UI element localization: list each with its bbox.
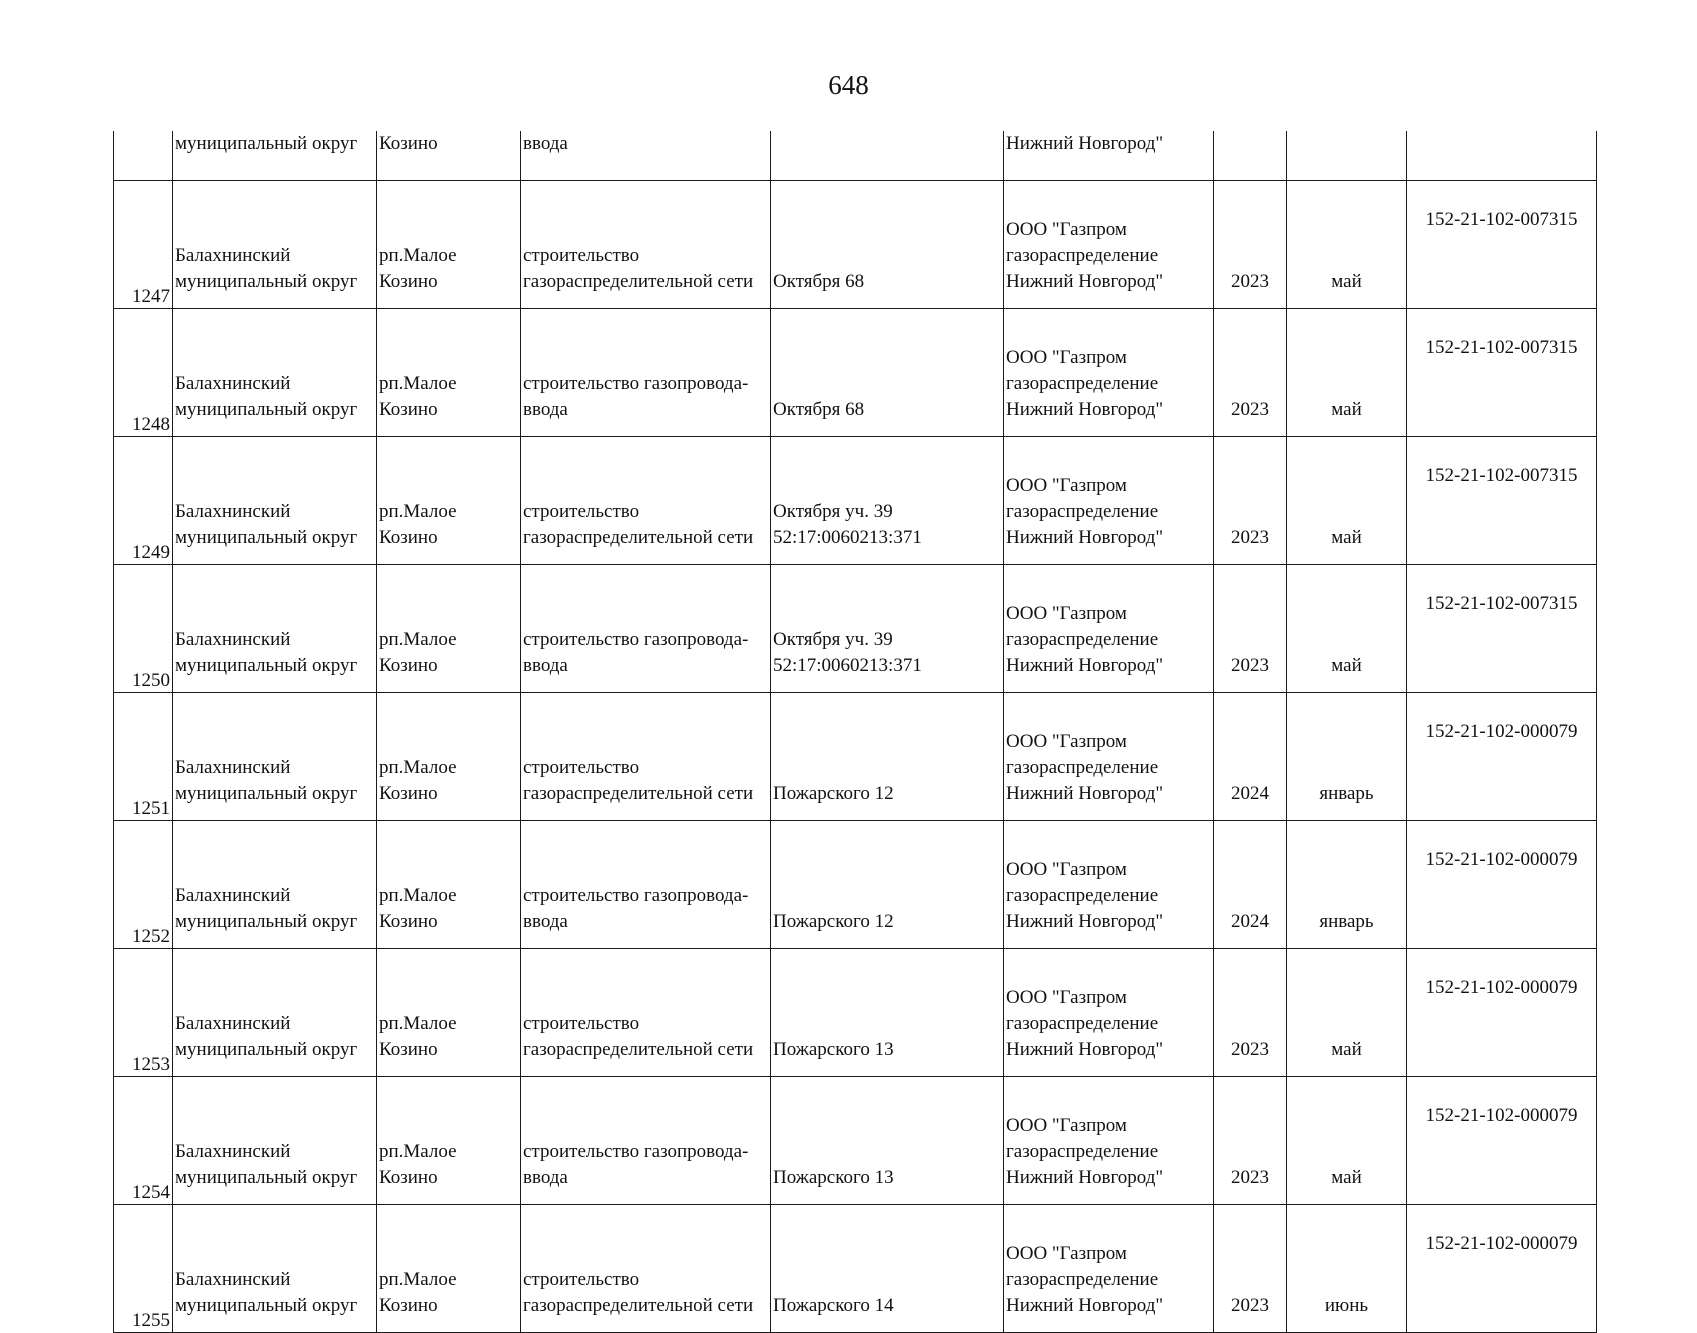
table-row xyxy=(114,309,1597,437)
cell-month xyxy=(1287,131,1407,181)
cell-month: май xyxy=(1287,565,1407,693)
cell-year xyxy=(1214,131,1287,181)
table-row xyxy=(114,1077,1597,1205)
table-row xyxy=(114,949,1597,1077)
cell-work: строительство газопровода- ввода xyxy=(521,309,771,437)
table-row xyxy=(114,821,1597,949)
cell-num: 1253 xyxy=(114,949,173,1077)
cell-settlement: рп.Малое Козино xyxy=(377,181,521,309)
cell-org: ООО "Газпром газораспределение Нижний Новгород" xyxy=(1004,565,1214,693)
cell-year: 2023 xyxy=(1214,181,1287,309)
cell-address: Пожарского 13 xyxy=(771,949,1004,1077)
cell-address xyxy=(771,131,1004,181)
cell-address: Пожарского 13 xyxy=(771,1077,1004,1205)
cell-num: 1254 xyxy=(114,1077,173,1205)
cell-district: муниципальный округ xyxy=(173,131,377,181)
cell-settlement: рп.Малое Козино xyxy=(377,949,521,1077)
cell-code xyxy=(1407,131,1597,181)
cell-org: ООО "Газпром газораспределение Нижний Новгород" xyxy=(1004,693,1214,821)
cell-settlement: рп.Малое Козино xyxy=(377,693,521,821)
cell-num: 1252 xyxy=(114,821,173,949)
cell-code: 152-21-102-000079 xyxy=(1407,1077,1597,1205)
cell-year: 2023 xyxy=(1214,437,1287,565)
table-row-continued xyxy=(114,131,1597,181)
cell-district: Балахнинский муниципальный округ xyxy=(173,821,377,949)
cell-num: 1248 xyxy=(114,309,173,437)
cell-work: строительство газораспределительной сети xyxy=(521,181,771,309)
page-number: 648 xyxy=(828,70,869,100)
table-row xyxy=(114,693,1597,821)
cell-work: строительство газораспределительной сети xyxy=(521,437,771,565)
cell-month: май xyxy=(1287,437,1407,565)
cell-settlement: рп.Малое Козино xyxy=(377,1077,521,1205)
cell-address: Пожарского 14 xyxy=(771,1205,1004,1333)
cell-year: 2023 xyxy=(1214,565,1287,693)
table-row xyxy=(114,181,1597,309)
cell-work: строительство газопровода- ввода xyxy=(521,565,771,693)
cell-num: 1249 xyxy=(114,437,173,565)
cell-settlement: Козино xyxy=(377,131,521,181)
cell-settlement: рп.Малое Козино xyxy=(377,1205,521,1333)
cell-org: ООО "Газпром газораспределение Нижний Новгород" xyxy=(1004,1077,1214,1205)
cell-address: Пожарского 12 xyxy=(771,693,1004,821)
cell-num: 1247 xyxy=(114,181,173,309)
cell-month: январь xyxy=(1287,821,1407,949)
cell-code: 152-21-102-000079 xyxy=(1407,949,1597,1077)
cell-month: июнь xyxy=(1287,1205,1407,1333)
cell-month: май xyxy=(1287,1077,1407,1205)
cell-year: 2023 xyxy=(1214,1077,1287,1205)
cell-org: Нижний Новгород" xyxy=(1004,131,1214,181)
cell-settlement: рп.Малое Козино xyxy=(377,437,521,565)
cell-address: Октября 68 xyxy=(771,181,1004,309)
cell-code: 152-21-102-007315 xyxy=(1407,437,1597,565)
cell-code: 152-21-102-000079 xyxy=(1407,821,1597,949)
cell-year: 2023 xyxy=(1214,1205,1287,1333)
cell-settlement: рп.Малое Козино xyxy=(377,821,521,949)
cell-year: 2023 xyxy=(1214,949,1287,1077)
cell-code: 152-21-102-000079 xyxy=(1407,693,1597,821)
cell-org: ООО "Газпром газораспределение Нижний Новгород" xyxy=(1004,181,1214,309)
cell-org: ООО "Газпром газораспределение Нижний Новгород" xyxy=(1004,437,1214,565)
cell-settlement: рп.Малое Козино xyxy=(377,565,521,693)
cell-district: Балахнинский муниципальный округ xyxy=(173,949,377,1077)
cell-num: 1251 xyxy=(114,693,173,821)
cell-org: ООО "Газпром газораспределение Нижний Новгород" xyxy=(1004,1205,1214,1333)
cell-code: 152-21-102-007315 xyxy=(1407,309,1597,437)
cell-address: Пожарского 12 xyxy=(771,821,1004,949)
cell-address: Октября 68 xyxy=(771,309,1004,437)
cell-district: Балахнинский муниципальный округ xyxy=(173,1205,377,1333)
objects-table xyxy=(113,131,1597,1333)
cell-month: май xyxy=(1287,309,1407,437)
cell-month: май xyxy=(1287,949,1407,1077)
cell-address: Октября уч. 39 52:17:0060213:371 xyxy=(771,565,1004,693)
cell-district: Балахнинский муниципальный округ xyxy=(173,309,377,437)
cell-num: 1250 xyxy=(114,565,173,693)
table-row xyxy=(114,437,1597,565)
cell-month: январь xyxy=(1287,693,1407,821)
cell-year: 2024 xyxy=(1214,821,1287,949)
cell-org: ООО "Газпром газораспределение Нижний Новгород" xyxy=(1004,949,1214,1077)
table-row xyxy=(114,1205,1597,1333)
cell-address: Октября уч. 39 52:17:0060213:371 xyxy=(771,437,1004,565)
cell-work: строительство газораспределительной сети xyxy=(521,949,771,1077)
cell-district: Балахнинский муниципальный округ xyxy=(173,181,377,309)
cell-work: ввода xyxy=(521,131,771,181)
cell-code: 152-21-102-007315 xyxy=(1407,565,1597,693)
cell-org: ООО "Газпром газораспределение Нижний Новгород" xyxy=(1004,309,1214,437)
cell-num xyxy=(114,131,173,181)
cell-num: 1255 xyxy=(114,1205,173,1333)
cell-district: Балахнинский муниципальный округ xyxy=(173,437,377,565)
cell-month: май xyxy=(1287,181,1407,309)
cell-code: 152-21-102-000079 xyxy=(1407,1205,1597,1333)
cell-district: Балахнинский муниципальный округ xyxy=(173,1077,377,1205)
cell-work: строительство газопровода- ввода xyxy=(521,821,771,949)
cell-org: ООО "Газпром газораспределение Нижний Новгород" xyxy=(1004,821,1214,949)
cell-district: Балахнинский муниципальный округ xyxy=(173,693,377,821)
cell-code: 152-21-102-007315 xyxy=(1407,181,1597,309)
cell-work: строительство газораспределительной сети xyxy=(521,693,771,821)
cell-settlement: рп.Малое Козино xyxy=(377,309,521,437)
cell-work: строительство газопровода- ввода xyxy=(521,1077,771,1205)
cell-work: строительство газораспределительной сети xyxy=(521,1205,771,1333)
cell-year: 2024 xyxy=(1214,693,1287,821)
cell-year: 2023 xyxy=(1214,309,1287,437)
cell-district: Балахнинский муниципальный округ xyxy=(173,565,377,693)
table-row xyxy=(114,565,1597,693)
